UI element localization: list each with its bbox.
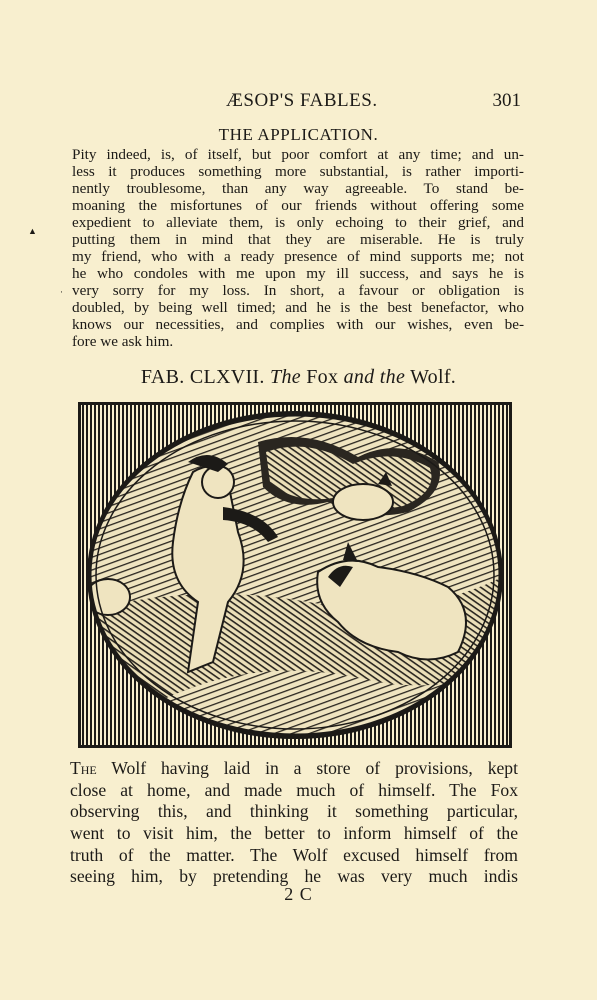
- application-line: moaning the misfortunes of our friends without offering some: [72, 197, 524, 214]
- margin-mark: ·: [60, 287, 63, 297]
- fable-text: [70, 758, 518, 888]
- running-title: ÆSOP'S FABLES.: [226, 90, 378, 111]
- fable-title-word: the: [379, 366, 406, 388]
- margin-mark: ▲: [28, 226, 37, 236]
- fable-title-word: Fox: [306, 366, 339, 388]
- application-line: my friend, who with a ready presence of mind supports me; not: [72, 248, 524, 265]
- application-line: putting them in mind that they are miserable. He is truly: [72, 231, 524, 248]
- page-number: 301: [492, 90, 521, 111]
- fable-title-word: The: [270, 366, 301, 388]
- signature-mark: 2 C: [284, 884, 313, 904]
- application-line: expedient to alleviate them, is only echoing to their grief, and: [72, 214, 524, 231]
- application-line: nently troublesome, than any way agreeable. To stand be-: [72, 180, 524, 197]
- fable-heading: [0, 366, 597, 389]
- application-line: doubled, by being well timed; and he is the best benefactor, who: [72, 299, 524, 316]
- application-line: very sorry for my loss. In short, a favour or obligation is: [72, 282, 524, 299]
- fable-line: close at home, and made much of himself. The Fox: [70, 779, 518, 800]
- running-head: [226, 90, 521, 114]
- application-line: Pity indeed, is, of itself, but poor comfort at any time; and un-: [72, 146, 524, 163]
- application-heading: THE APPLICATION.: [218, 125, 379, 144]
- fable-title-word: Wolf.: [410, 366, 457, 388]
- application-text: [72, 146, 524, 350]
- fable-line: [70, 758, 518, 780]
- woodcut-illustration: [78, 402, 512, 748]
- fable-line: went to visit him, the better to inform himself of the: [70, 823, 518, 844]
- application-line: he who condoles with me upon my ill success, and says he is: [72, 265, 524, 282]
- application-line: less it produces something more substantial, is rather importi-: [72, 163, 524, 180]
- application-line: fore we ask him.: [72, 333, 174, 350]
- fable-line: observing this, and thinking it something particular,: [70, 801, 518, 822]
- fable-number: FAB. CLXVII.: [140, 366, 265, 388]
- fable-line: seeing him, by pretending he was very much indis: [70, 866, 518, 887]
- fable-first-line-rest: Wolf having laid in a store of provisions, kept: [96, 758, 518, 778]
- fable-title-word: and: [343, 366, 375, 388]
- fable-line: truth of the matter. The Wolf excused himself from: [70, 844, 518, 865]
- fable-first-word: The: [70, 758, 97, 778]
- application-line: knows our necessities, and complies with our wishes, even be-: [72, 316, 524, 333]
